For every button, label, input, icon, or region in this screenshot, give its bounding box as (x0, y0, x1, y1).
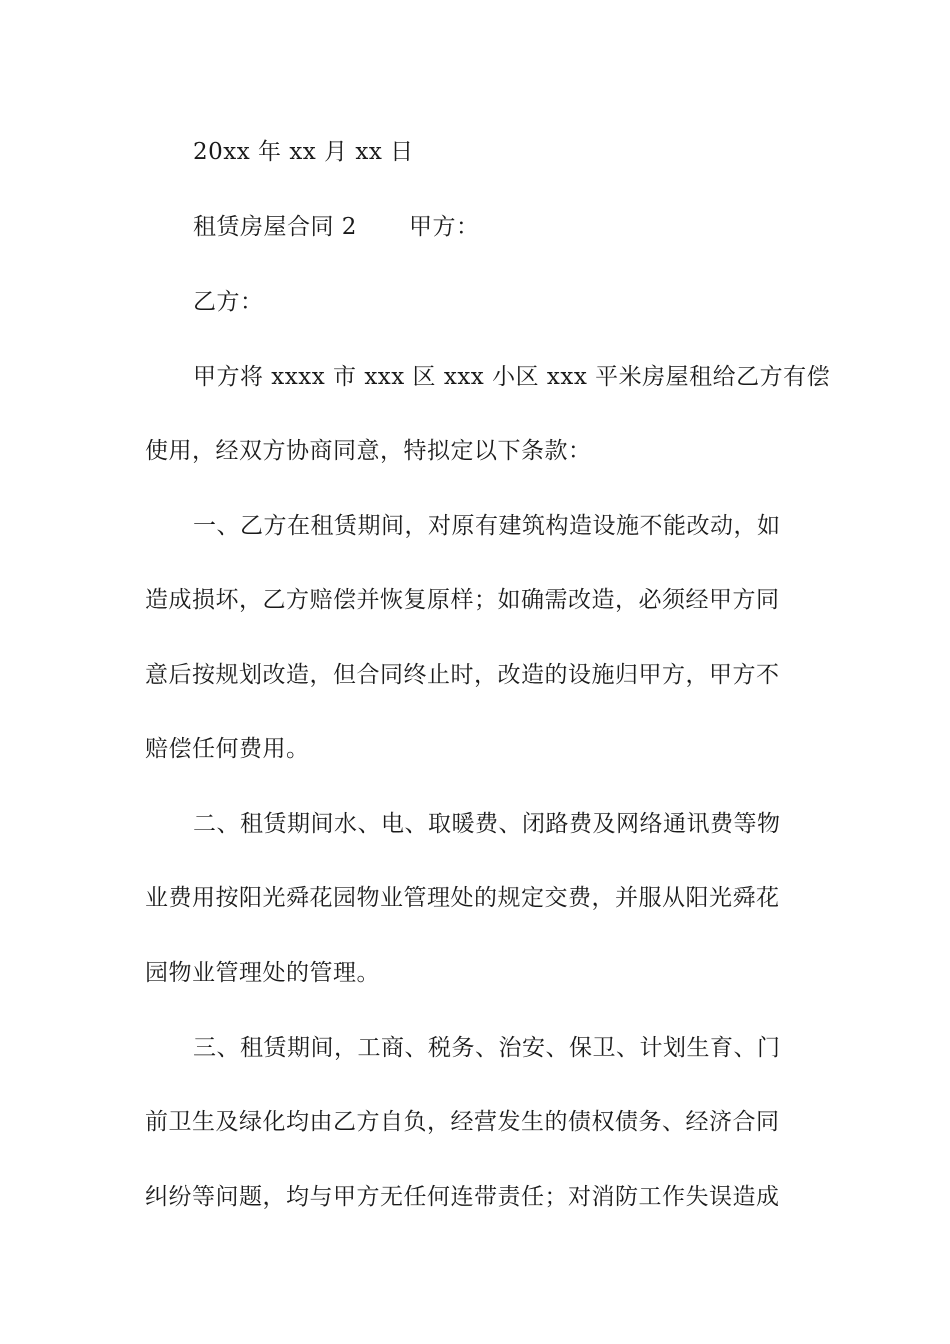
paragraph-line: 二、租赁期间水、电、取暖费、闭路费及网络通讯费等物 (193, 811, 781, 837)
contract-title: 租赁房屋合同 2 (193, 214, 357, 240)
paragraph-line: 赔偿任何费用。 (145, 736, 310, 762)
paragraph-line: 三、租赁期间，工商、税务、治安、保卫、计划生育、门 (193, 1035, 781, 1061)
party-a-label: 甲方： (408, 214, 480, 240)
paragraph-line: 纠纷等问题，均与甲方无任何连带责任；对消防工作失误造成 (145, 1184, 780, 1210)
paragraph-line: 一、乙方在租赁期间，对原有建筑构造设施不能改动，如 (193, 513, 781, 539)
paragraph-line: 造成损坏，乙方赔偿并恢复原样；如确需改造，必须经甲方同 (145, 587, 780, 613)
paragraph-line: 业费用按阳光舜花园物业管理处的规定交费，并服从阳光舜花 (145, 885, 780, 911)
paragraph-line: 前卫生及绿化均由乙方自负，经营发生的债权债务、经济合同 (145, 1109, 780, 1135)
paragraph-line: 园物业管理处的管理。 (145, 960, 380, 986)
paragraph-line: 甲方将 xxxx 市 xxx 区 xxx 小区 xxx 平米房屋租给乙方有偿 (193, 364, 831, 390)
paragraph-line: 意后按规划改造，但合同终止时，改造的设施归甲方，甲方不 (145, 662, 780, 688)
paragraph-line: 使用，经双方协商同意，特拟定以下条款： (145, 438, 592, 464)
contract-heading-line (193, 212, 815, 242)
date-line: 20xx 年 xx 月 xx 日 (193, 139, 414, 165)
party-b-line: 乙方： (193, 289, 264, 315)
